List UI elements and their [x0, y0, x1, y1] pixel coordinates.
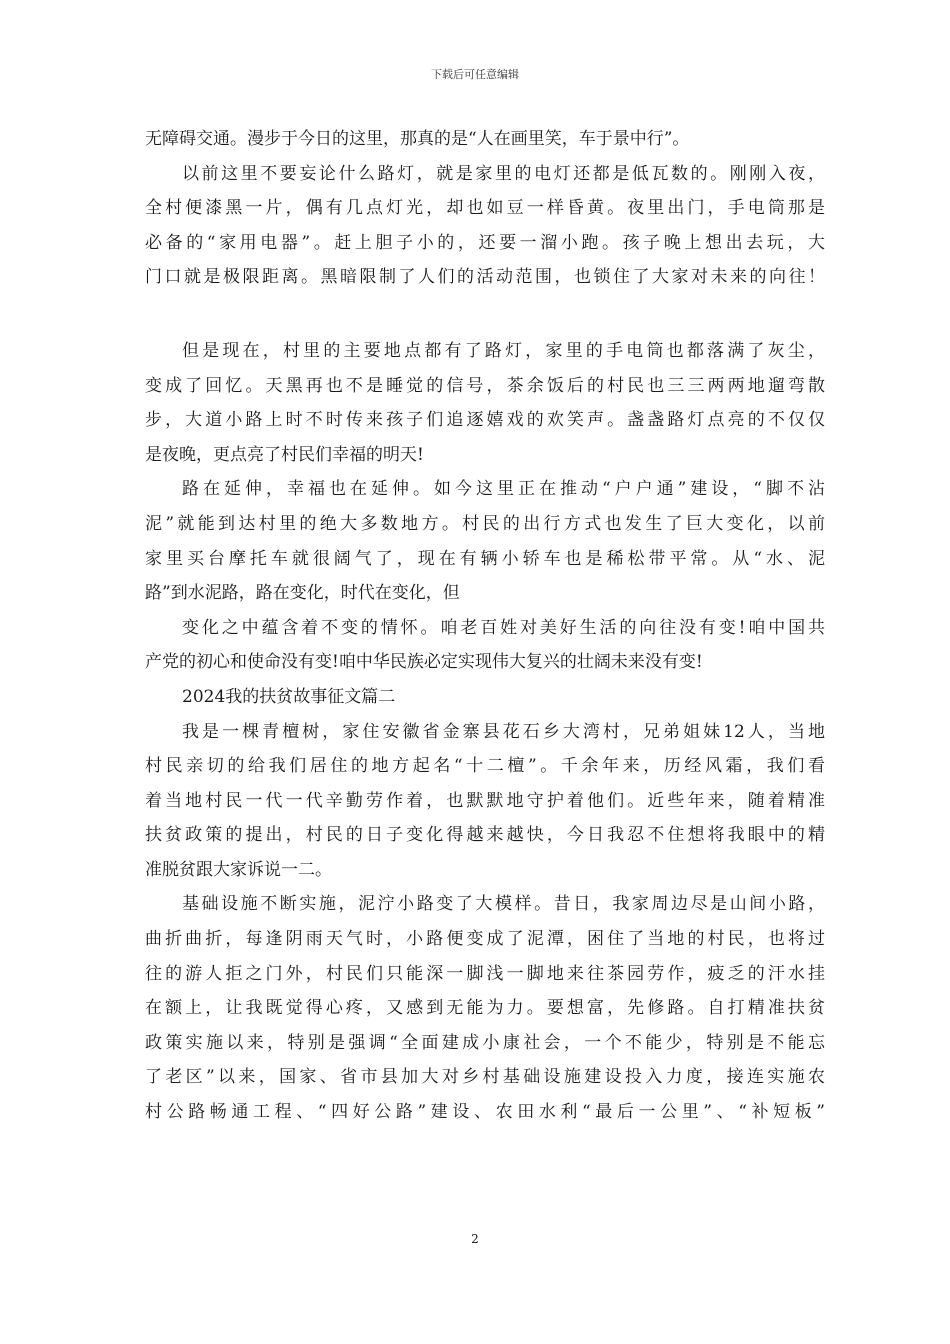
text-line: 往的游人拒之门外，村民们只能深一脚浅一脚地来往茶园劳作，疲乏的汗水挂: [145, 963, 825, 984]
text-line: 政策实施以来，特别是强调“全面建成小康社会，一个不能少，特别是不能忘: [145, 1032, 825, 1053]
text-line: 全村便漆黑一片，偶有几点灯光，却也如豆一样昏黄。夜里出门，手电筒那是: [145, 198, 825, 219]
text-line: 着当地村民一代一代辛勤劳作着，也默默地守护着他们。近些年来，随着精准: [145, 790, 825, 811]
text-line: 了老区”以来，国家、省市县加大对乡村基础设施建设投入力度，接连实施农: [145, 1067, 825, 1088]
text-line: 门口就是极限距离。黑暗限制了人们的活动范围，也锁住了大家对未来的向往！: [145, 267, 825, 288]
text-line: 是夜晚，更点亮了村民们幸福的明天!: [145, 444, 424, 465]
page-number: 2: [471, 1232, 479, 1246]
paragraph-gap: [145, 295, 825, 334]
page-header: 下载后可任意编辑: [431, 68, 519, 81]
text-line: 准脱贫跟大家诉说一二。: [145, 859, 332, 880]
text-line: 产党的初心和使命没有变!咱中华民族必定实现伟大复兴的壮阔未来没有变!: [145, 652, 703, 673]
text-line: 村公路畅通工程、“四好公路”建设、农田水利“最后一公里”、“补短板”: [145, 1102, 825, 1123]
text-line: 家里买台摩托车就很阔气了，现在有辆小轿车也是稀松带平常。从“水、泥: [145, 548, 825, 569]
document-body: [145, 122, 825, 1130]
text-line: 但是现在，村里的主要地点都有了路灯，家里的手电筒也都落满了灰尘，: [182, 340, 825, 361]
text-line: 曲折曲折，每逢阴雨天气时，小路便变成了泥潭，困住了当地的村民，也将过: [145, 929, 825, 950]
text-line: 路”到水泥路，路在变化，时代在变化，但: [145, 583, 460, 604]
text-line: 步，大道小路上时不时传来孩子们追逐嬉戏的欢笑声。盏盏路灯点亮的不仅仅: [145, 410, 825, 431]
text-line: 必备的“家用电器”。赶上胆子小的，还要一溜小跑。孩子晚上想出去玩，大: [145, 232, 825, 253]
text-line: 基础设施不断实施，泥泞小路变了大模样。昔日，我家周边尽是山间小路，: [182, 894, 825, 915]
text-line: 村民亲切的给我们居住的地方起名“十二檀”。千余年来，历经风霜，我们看: [145, 756, 825, 777]
text-line: 变成了回忆。天黑再也不是睡觉的信号，茶余饭后的村民也三三两两地遛弯散: [145, 375, 825, 396]
text-line: 我是一棵青檀树，家住安徽省金寨县花石乡大湾村，兄弟姐妹12人，当地: [182, 721, 825, 742]
section-heading: 2024我的扶贫故事征文篇二: [182, 686, 396, 707]
text-line: 以前这里不要妄论什么路灯，就是家里的电灯还都是低瓦数的。刚刚入夜，: [182, 163, 825, 184]
text-line: 无障碍交通。漫步于今日的这里，那真的是“人在画里笑，车于景中行”。: [145, 129, 690, 149]
text-line: 路在延伸，幸福也在延伸。如今这里正在推动“户户通”建设，“脚不沾: [182, 479, 825, 500]
text-line: 扶贫政策的提出，村民的日子变化得越来越快，今日我忍不住想将我眼中的精: [145, 825, 825, 846]
text-line: 泥”就能到达村里的绝大多数地方。村民的出行方式也发生了巨大变化，以前: [145, 513, 825, 534]
text-line: 在额上，让我既觉得心疼，又感到无能为力。要想富，先修路。自打精准扶贫: [145, 998, 825, 1019]
text-line: 变化之中蕴含着不变的情怀。咱老百姓对美好生活的向往没有变!咱中国共: [182, 617, 825, 638]
